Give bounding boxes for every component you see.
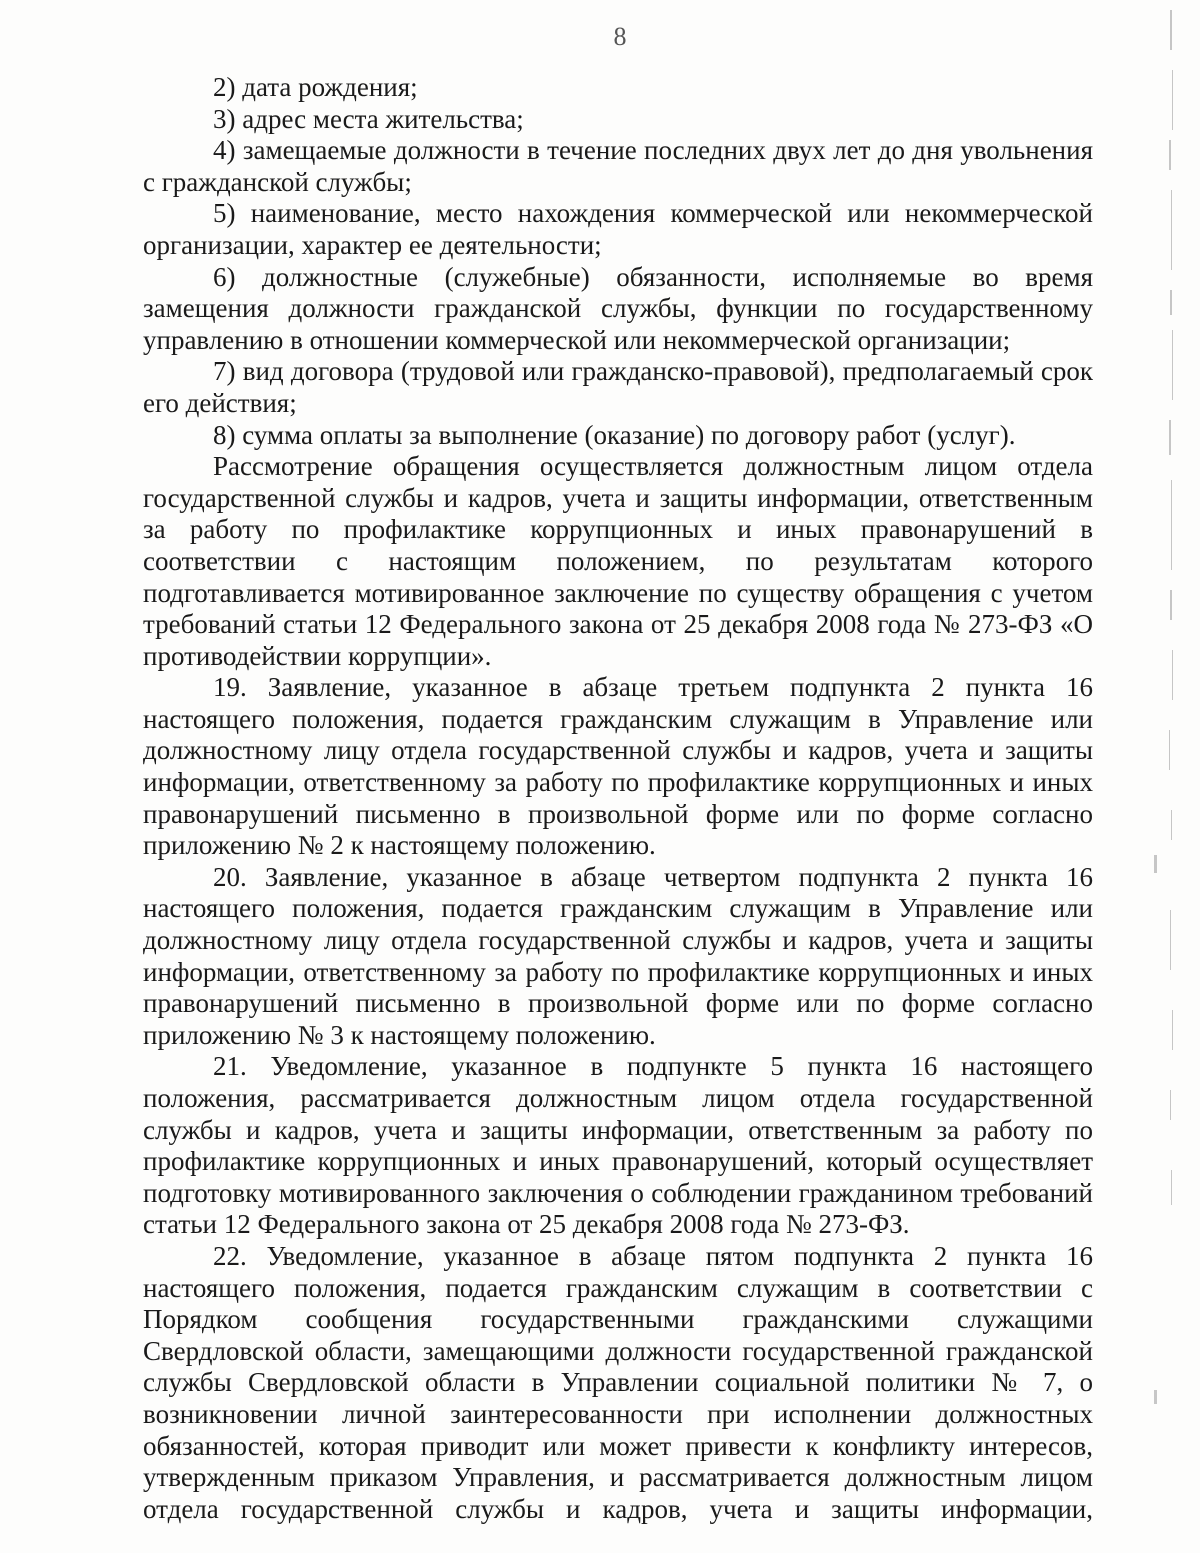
- list-item-contract-type: 7) вид договора (трудовой или гражданско-правовой), предполагаемый срок его действия;: [143, 356, 1093, 418]
- paragraph-20: 20. Заявление, указанное в абзаце четвертом подпункта 2 пункта 16 настоящего положения, подается гражданским служащим в Управление или должностному лицу отдела государственной службы и кадров, учета и защиты информации, ответственному за работу по профилактике коррупционных и иных правонарушений письменно в произвольной форме или по форме согласно приложению № 3 к настоящему положению.: [143, 861, 1093, 1050]
- scan-edge-noise: [1150, 10, 1180, 1530]
- paragraph-19: 19. Заявление, указанное в абзаце третьем подпункта 2 пункта 16 настоящего положения, подается гражданским служащим в Управление или должностному лицу отдела государственной службы и кадров, учета и защиты информации, ответственному за работу по профилактике коррупционных и иных правонарушений письменно в произвольной форме или по форме согласно приложению № 2 к настоящему положению.: [143, 672, 1093, 861]
- list-item-positions: 4) замещаемые должности в течение последних двух лет до дня увольнения с гражданской службы;: [143, 135, 1093, 197]
- paragraph-22: 22. Уведомление, указанное в абзаце пятом подпункта 2 пункта 16 настоящего положения, подается гражданским служащим в соответствии с Порядком сообщения государственными гражданскими служащими Свердловской области, замещающими должности государственной гражданской службы Свердловской области в Управлении социальной политики № 7, о возникновении личной заинтересованности при исполнении должностных обязанностей, которая приводит или может привести к конфликту интересов, утвержденным приказом Управления, и рассматривается должностным лицом отдела государственной службы и кадров, учета и защиты информации,: [143, 1240, 1093, 1524]
- paragraph-21: 21. Уведомление, указанное в подпункте 5 пункта 16 настоящего положения, рассматривается должностным лицом отдела государственной службы и кадров, учета и защиты информации, ответственным за работу по профилактике коррупционных и иных правонарушений, который осуществляет подготовку мотивированного заключения о соблюдении гражданином требований статьи 12 Федерального закона от 25 декабря 2008 года № 273-ФЗ.: [143, 1051, 1093, 1240]
- list-item-birth-date: 2) дата рождения;: [213, 72, 418, 102]
- list-item-payment: 8) сумма оплаты за выполнение (оказание) по договору работ (услуг).: [213, 419, 1016, 450]
- list-item-address: 3) адрес места жительства;: [213, 103, 524, 134]
- page-number: 8: [613, 22, 627, 51]
- document-body: [143, 72, 1093, 1525]
- list-item-duties: 6) должностные (служебные) обязанности, исполняемые во время замещения должности гражданской службы, функции по государственному управлению в отношении коммерческой или некоммерческой организации;: [143, 261, 1093, 355]
- paragraph-review: Рассмотрение обращения осуществляется должностным лицом отдела государственной службы и кадров, учета и защиты информации, ответственным за работу по профилактике коррупционных и иных правонарушений в соответствии с настоящим положением, по результатам которого подготавливается мотивированное заключение по существу обращения с учетом требований статьи 12 Федерального закона от 25 декабря 2008 года № 273-ФЗ «О противодействии коррупции».: [143, 451, 1093, 671]
- list-item-organization: 5) наименование, место нахождения коммерческой или некоммерческой организации, характер ее деятельности;: [143, 198, 1093, 260]
